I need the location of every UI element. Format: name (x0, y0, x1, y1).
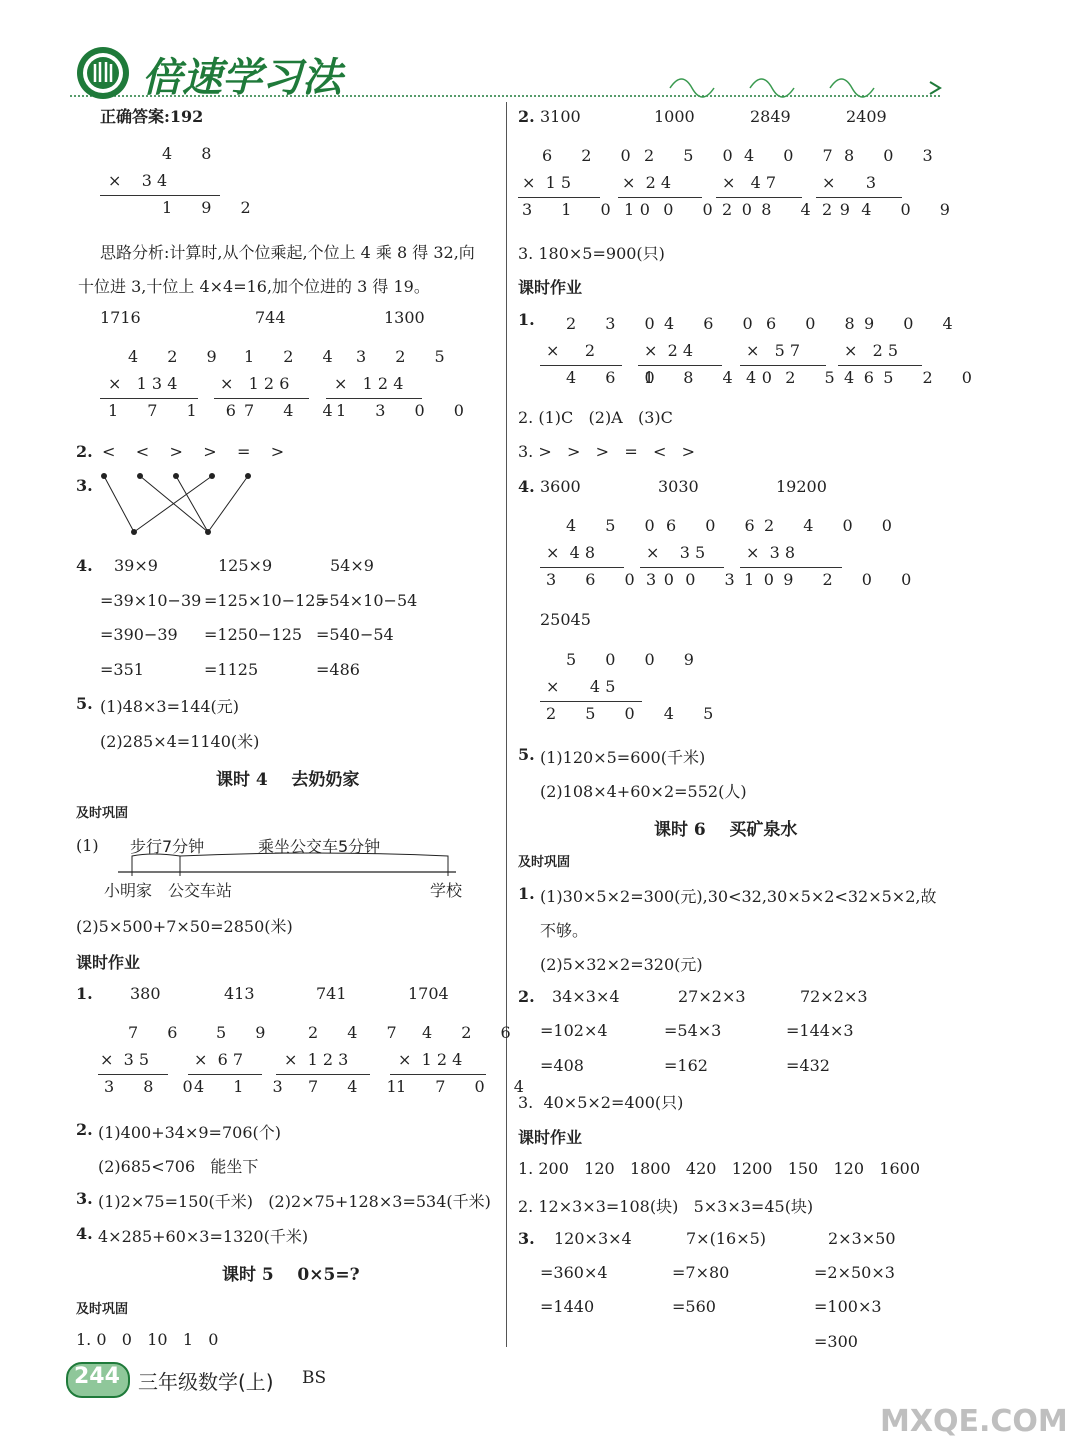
answer-line: 3. 180×5=900(只) (518, 244, 665, 263)
calc-result: 4 2 5 6 (746, 368, 886, 387)
calc-step: =1250−125 (204, 625, 303, 644)
calc-step: 125×9 (218, 556, 273, 575)
analysis-line-1: 思路分析:计算时,从个位乘起,个位上 4 乘 8 得 32,向 (100, 243, 475, 262)
calc-mult: × 3 5 (100, 1050, 150, 1069)
calc-line (740, 567, 842, 568)
calc-step: =486 (316, 660, 360, 679)
calc-result: 3 6 0 0 (546, 570, 686, 589)
question-number: 3. (76, 1189, 93, 1208)
answer-line: 3. 40×5×2=400(只) (518, 1093, 684, 1112)
calc-step: 27×2×3 (678, 987, 746, 1006)
calc-step: =560 (672, 1297, 716, 1316)
calc-line (276, 1074, 370, 1075)
question-number: 2. (76, 1120, 93, 1139)
calc-line (98, 1074, 168, 1075)
analysis-line-2: 十位进 3,十位上 4×4=16,加个位进的 3 得 19。 (78, 277, 430, 296)
calc-line (100, 195, 220, 196)
calc-mult: × 5 7 (746, 341, 801, 360)
calc-top: 7 6 (128, 1023, 190, 1042)
answer-line: 4×285+60×3=1320(千米) (98, 1227, 309, 1246)
calc-step: 54×9 (330, 556, 374, 575)
calc-step: =39×10−39 (100, 591, 202, 610)
matching-diagram (96, 470, 256, 540)
calc-result: 2 5 0 4 5 (546, 704, 726, 723)
calc-step: 72×2×3 (800, 987, 868, 1006)
calc-result: 1 7 1 6 (108, 401, 248, 420)
calc-step: =351 (100, 660, 144, 679)
column-divider (506, 102, 507, 1347)
section-label: 课时作业 (518, 278, 583, 297)
calc-step: 7×(16×5) (686, 1229, 767, 1248)
calc-line (188, 1074, 262, 1075)
calc-step: 120×3×4 (554, 1229, 632, 1248)
calc-result: 2 4 0 9 (822, 200, 962, 219)
calc-top: 4 0 7 (744, 146, 845, 165)
question-number: 4. (76, 556, 93, 575)
question-number: 4. (518, 477, 535, 496)
calc-line (740, 365, 826, 366)
edition-label: BS (302, 1368, 327, 1388)
calc-mult: × 1 2 6 (220, 374, 290, 393)
calc-mult: × 4 7 (722, 173, 777, 192)
calc-top: 2 4 7 (308, 1023, 409, 1042)
result-value: 19200 (776, 477, 827, 496)
calc-mult: × 2 (546, 341, 596, 360)
calc-mult: × 1 5 (522, 173, 572, 192)
answer-line: 1. 200 120 1800 420 1200 150 120 1600 (518, 1159, 921, 1178)
answer-line: (2)285×4=1140(米) (100, 732, 260, 751)
calc-mult: × 3 (822, 173, 877, 192)
calc-result: 1 9 2 0 0 (744, 570, 924, 589)
calc-mult: × 1 2 3 (284, 1050, 349, 1069)
result-value: 3100 (540, 107, 581, 126)
calc-top: 2 3 0 (566, 314, 667, 333)
question-number: 3. (76, 476, 93, 495)
calc-step: =102×4 (540, 1021, 608, 1040)
calc-line (638, 365, 722, 366)
calc-result: 1 8 4 0 (644, 368, 784, 387)
answer-line: (1)2×75=150(千米) (2)2×75+128×3=534(千米) (98, 1192, 491, 1211)
calc-mult: × 3 5 (646, 543, 706, 562)
calc-line (214, 398, 309, 399)
diagram-label: 公交车站 (168, 881, 233, 900)
calc-step: =54×3 (664, 1021, 722, 1040)
calc-step: =390−39 (100, 625, 178, 644)
calc-result: 1 3 0 0 (336, 401, 476, 420)
calc-line (100, 398, 198, 399)
calc-result: 7 4 4 (244, 401, 345, 420)
result-value: 1300 (384, 308, 425, 327)
question-number: 5. (76, 694, 93, 713)
calc-top: 3 2 5 (356, 347, 457, 366)
calc-step: =162 (664, 1056, 708, 1075)
calc-mult: × 2 4 (622, 173, 672, 192)
question-number: 1. (518, 884, 535, 903)
lesson-title: 课时 4 去奶奶家 (216, 770, 360, 790)
calc-step: =300 (814, 1332, 858, 1351)
calc-result: 3 0 3 0 (646, 570, 786, 589)
calc-step: =360×4 (540, 1263, 608, 1282)
calc-step: 34×3×4 (552, 987, 620, 1006)
question-number: 4. (76, 1224, 93, 1243)
calc-result: 4 5 2 0 (844, 368, 984, 387)
result-value: 1704 (408, 984, 449, 1003)
section-label: 及时巩固 (518, 855, 571, 870)
answer-line: (2)685<706 能坐下 (98, 1157, 259, 1176)
lesson-title: 课时 6 买矿泉水 (654, 820, 798, 840)
result-value: 741 (316, 984, 347, 1003)
calc-line (838, 365, 922, 366)
result-value: 380 (130, 984, 161, 1003)
calc-mult: × 1 3 4 (108, 374, 178, 393)
watermark: MXQE.COM (880, 1404, 1068, 1439)
calc-step: =144×3 (786, 1021, 854, 1040)
calc-line (326, 398, 422, 399)
calc-line (518, 197, 600, 198)
calc-top: 6 0 6 (666, 516, 767, 535)
book-title: 三年级数学(上) (138, 1370, 274, 1394)
calc-result: 2 8 4 9 (722, 200, 862, 219)
calc-top: 5 0 0 9 (566, 650, 706, 669)
calc-mult: × 6 7 (194, 1050, 244, 1069)
calc-top: 5 9 (216, 1023, 278, 1042)
calc-line (816, 197, 902, 198)
page-number: 244 (74, 1364, 120, 1389)
answer-line: (1)30×5×2=300(元),30<32,30×5×2<32×5×2,故 (540, 887, 937, 906)
lesson-title: 课时 5 0×5=? (222, 1265, 360, 1285)
calc-step: =540−54 (316, 625, 394, 644)
result-value: 3030 (658, 477, 699, 496)
diagram-label: 乘坐公交车5分钟 (258, 837, 381, 856)
question-number: 1. (518, 310, 535, 329)
calc-mult: × 2 4 (644, 341, 694, 360)
calc-step: =100×3 (814, 1297, 882, 1316)
calc-line (640, 567, 724, 568)
calc-line (390, 1074, 486, 1075)
answer-line: (1)48×3=144(元) (100, 697, 240, 716)
calc-result: 1 0 0 0 (624, 200, 764, 219)
calc-mult: × 3 4 (108, 171, 168, 190)
calc-line (716, 197, 802, 198)
calc-top: 4 8 (162, 144, 224, 163)
calc-result: 4 1 3 (194, 1077, 295, 1096)
question-number: 2. (76, 442, 93, 461)
calc-top: 8 0 3 (844, 146, 945, 165)
result-value: 413 (224, 984, 255, 1003)
calc-top: 1 2 4 (244, 347, 345, 366)
answer-line: (1)120×5=600(千米) (540, 748, 706, 767)
result-value: 1716 (100, 308, 141, 327)
diagram-label: 步行7分钟 (130, 837, 205, 856)
answer-line: 1. 0 0 10 1 0 (76, 1330, 219, 1349)
calc-top: 4 5 0 (566, 516, 667, 535)
calc-step: 2×3×50 (828, 1229, 896, 1248)
calc-result: 3 8 0 (104, 1077, 205, 1096)
route-diagram (112, 850, 462, 878)
page-header (0, 0, 1000, 100)
calc-result: 3 1 0 0 (522, 200, 662, 219)
calc-line (540, 567, 624, 568)
answer-line: (1)400+34×9=706(个) (98, 1123, 281, 1142)
calc-mult: × 1 2 4 (334, 374, 404, 393)
calc-step: =2×50×3 (814, 1263, 895, 1282)
answer-line: (2)108×4+60×2=552(人) (540, 782, 747, 801)
section-label: 及时巩固 (76, 806, 129, 821)
calc-top: 6 0 8 (766, 314, 867, 333)
question-number: 1. (76, 984, 93, 1003)
question-number: 2. (518, 987, 535, 1006)
section-label: 课时作业 (76, 953, 141, 972)
calc-step: =7×80 (672, 1263, 730, 1282)
calc-top: 9 0 4 (864, 314, 965, 333)
calc-result: 1 9 2 (162, 198, 263, 217)
result-value: 2409 (846, 107, 887, 126)
calc-top: 4 2 6 (422, 1023, 523, 1042)
answer-line: 2. (1)C (2)A (3)C (518, 408, 673, 427)
calc-step: =432 (786, 1056, 830, 1075)
calc-step: =1125 (204, 660, 259, 679)
calc-mult: × 3 8 (746, 543, 796, 562)
question-number: 3. (518, 1229, 535, 1248)
diagram-label: 学校 (430, 881, 463, 900)
calc-mult: × 4 5 (546, 677, 616, 696)
calc-top: 2 5 0 (644, 146, 745, 165)
answer-label: 正确答案:192 (100, 107, 204, 126)
calc-step: =1440 (540, 1297, 595, 1316)
result-value: 744 (255, 308, 286, 327)
calc-line (540, 365, 622, 366)
brand-logo: 倍速学习法 (142, 55, 342, 101)
calc-step: =408 (540, 1056, 584, 1075)
result-value: 1000 (654, 107, 695, 126)
calc-result: 4 6 0 (566, 368, 667, 387)
calc-result: 1 7 0 4 (396, 1077, 536, 1096)
diagram-label: 小明家 (104, 881, 153, 900)
result-value: 2849 (750, 107, 791, 126)
answer-line: 不够。 (540, 921, 589, 940)
section-label: 课时作业 (518, 1128, 583, 1147)
calc-line (540, 701, 642, 702)
calc-mult: × 4 8 (546, 543, 596, 562)
section-label: 及时巩固 (76, 1302, 129, 1317)
answer-line: (2)5×500+7×50=2850(米) (76, 917, 293, 936)
calc-step: 39×9 (114, 556, 158, 575)
calc-top: 4 6 0 (664, 314, 765, 333)
calc-result: 7 4 1 (308, 1077, 409, 1096)
calc-step: =125×10−125 (204, 591, 326, 610)
calc-top: 6 2 0 (542, 146, 643, 165)
answer-line: (2)5×32×2=320(元) (540, 955, 703, 974)
calc-mult: × 1 2 4 (398, 1050, 463, 1069)
question-number: 2. (518, 107, 535, 126)
answer-line: 3. > > > = < > (518, 442, 696, 461)
calc-step: =54×10−54 (316, 591, 418, 610)
result-value: 3600 (540, 477, 581, 496)
question-number: 5. (518, 745, 535, 764)
result-value: 25045 (540, 610, 591, 629)
calc-top: 2 4 0 0 (764, 516, 904, 535)
answer-line: 2. 12×3×3=108(块) 5×3×3=45(块) (518, 1197, 814, 1216)
calc-top: 4 2 9 (128, 347, 229, 366)
calc-mult: × 2 5 (844, 341, 899, 360)
compare-answers: < < > > = > (102, 442, 285, 461)
question-number: (1) (76, 836, 99, 855)
calc-line (618, 197, 702, 198)
